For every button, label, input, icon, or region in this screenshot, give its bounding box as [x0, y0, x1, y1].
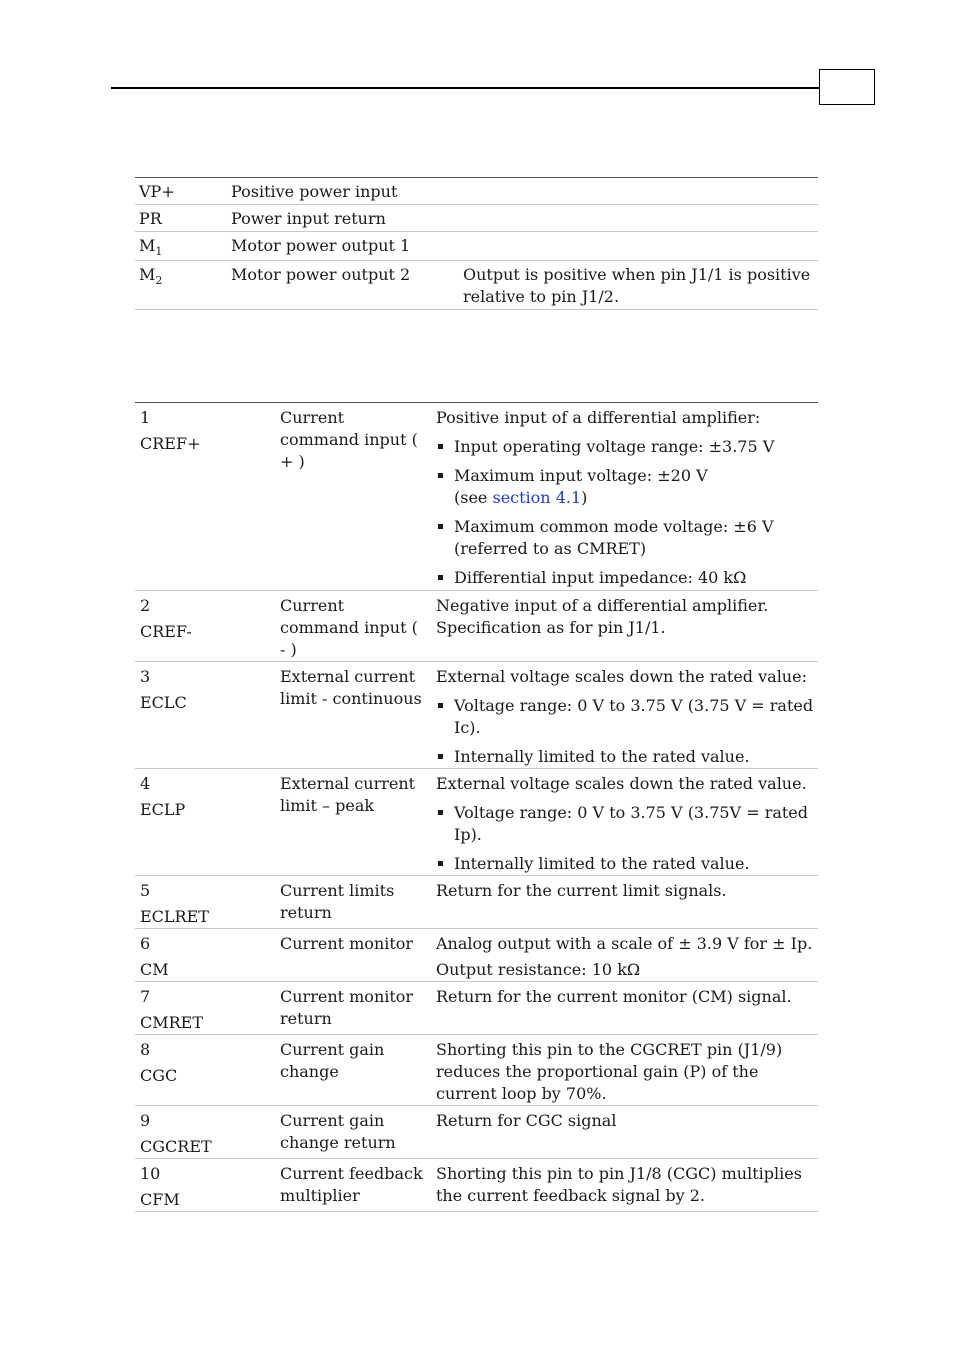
- pin-name: CMRET: [140, 1013, 204, 1032]
- description-cell: [443, 232, 818, 261]
- pin-name: CM: [140, 960, 169, 979]
- page-number-box: [819, 69, 875, 105]
- function-cell: External current limit – peak: [280, 774, 416, 815]
- pin-cell: [135, 403, 275, 591]
- function-cell: Current command input ( - ): [280, 596, 418, 659]
- function-cell: Current monitor return: [280, 987, 414, 1028]
- list-item-text: (referred to as CMRET): [454, 539, 647, 558]
- pin-cell: [135, 261, 227, 310]
- table-row: [135, 1159, 818, 1212]
- table-row: [135, 1106, 818, 1159]
- pin-name: CGCRET: [140, 1137, 212, 1156]
- list-item-text: ): [581, 488, 588, 507]
- pin-number: 8: [140, 1040, 151, 1059]
- description-line: Analog output with a scale of ± 3.9 V for ± Ip.: [436, 934, 813, 953]
- function-cell: Motor power output 2: [231, 265, 411, 284]
- pin-cell: [135, 591, 275, 662]
- description-intro: Positive input of a differential amplifier:: [436, 408, 761, 427]
- header-rule: [111, 87, 819, 89]
- pin-number: 9: [140, 1111, 151, 1130]
- description-cell: [431, 662, 818, 769]
- pin-number: 10: [140, 1164, 161, 1183]
- pin-number: 2: [140, 596, 151, 615]
- description-cell: Shorting this pin to pin J1/8 (CGC) multiplies the current feedback signal by 2.: [436, 1164, 802, 1205]
- pin-cell: [135, 205, 227, 232]
- bullet-list: [436, 695, 814, 768]
- pin-cell: [135, 982, 275, 1035]
- pin-cell: [135, 769, 275, 876]
- pin-cell: [135, 876, 275, 929]
- description-intro: External voltage scales down the rated value:: [436, 667, 807, 686]
- list-item: Internally limited to the rated value.: [436, 746, 814, 768]
- description-intro: External voltage scales down the rated value.: [436, 774, 807, 793]
- pin-cell: [135, 929, 275, 982]
- pin-cell: [135, 1035, 275, 1106]
- list-item: [436, 516, 814, 560]
- list-item: [436, 465, 814, 509]
- function-cell: External current limit - continuous: [280, 667, 422, 708]
- pin-label: VP+: [139, 182, 175, 201]
- pin-number: 7: [140, 987, 151, 1006]
- pin-name: ECLP: [140, 800, 186, 819]
- pin-subscript: 1: [155, 245, 163, 258]
- table-row: [135, 876, 818, 929]
- pin-subscript: 2: [155, 274, 163, 287]
- function-cell: Positive power input: [231, 182, 398, 201]
- description-cell: Return for the current monitor (CM) signal.: [436, 987, 792, 1006]
- pin-number: 1: [140, 408, 151, 427]
- description-cell: Shorting this pin to the CGCRET pin (J1/9) reduces the proportional gain (P) of the current loop by 70%.: [436, 1040, 783, 1103]
- pin-cell: [135, 1106, 275, 1159]
- table-row: [135, 232, 818, 261]
- description-cell: [431, 929, 818, 982]
- pin-name: CREF+: [140, 434, 201, 453]
- pin-name: ECLC: [140, 693, 187, 712]
- section-link[interactable]: section 4.1: [492, 488, 582, 507]
- signal-connector-table: [135, 402, 818, 1212]
- list-item: Voltage range: 0 V to 3.75 V (3.75V = rated Ip).: [436, 802, 814, 846]
- pin-number: 5: [140, 881, 151, 900]
- table-row: [135, 178, 818, 205]
- pin-cell: [135, 662, 275, 769]
- table-row: [135, 1035, 818, 1106]
- list-item-text: (see: [454, 488, 493, 507]
- table-row: [135, 205, 818, 232]
- table-row: [135, 403, 818, 591]
- function-cell: Current feedback multiplier: [280, 1164, 423, 1205]
- function-cell: Current gain change return: [280, 1111, 396, 1152]
- pin-number: 3: [140, 667, 151, 686]
- power-connector-table: [135, 177, 818, 310]
- description-cell: Output is positive when pin J1/1 is positive relative to pin J1/2.: [463, 265, 811, 306]
- pin-name: CREF-: [140, 622, 192, 641]
- description-cell: [443, 205, 818, 232]
- table-row: [135, 769, 818, 876]
- function-cell: Power input return: [231, 209, 386, 228]
- pin-cell: [135, 232, 227, 261]
- function-cell: Current gain change: [280, 1040, 385, 1081]
- pin-label: M: [139, 236, 156, 255]
- pin-label: M: [139, 265, 156, 284]
- function-cell: Current limits return: [280, 881, 395, 922]
- function-cell: Current monitor: [280, 934, 414, 953]
- description-cell: Return for the current limit signals.: [436, 881, 727, 900]
- description-cell: [431, 403, 818, 591]
- list-item: Differential input impedance: 40 kΩ: [436, 567, 814, 589]
- list-item: Input operating voltage range: ±3.75 V: [436, 436, 814, 458]
- pin-name: CFM: [140, 1190, 180, 1209]
- pin-cell: [135, 1159, 275, 1212]
- pin-label: PR: [139, 209, 162, 228]
- table-row: [135, 261, 818, 310]
- bullet-list: [436, 436, 814, 589]
- table-row: [135, 591, 818, 662]
- list-item: Internally limited to the rated value.: [436, 853, 814, 875]
- description-cell: Negative input of a differential amplifier. Specification as for pin J1/1.: [436, 596, 769, 637]
- pin-name: ECLRET: [140, 907, 209, 926]
- table-row: [135, 662, 818, 769]
- pin-number: 6: [140, 934, 151, 953]
- description-cell: Return for CGC signal: [436, 1111, 617, 1130]
- list-item-text: Maximum input voltage: ±20 V: [454, 466, 708, 485]
- description-line: Output resistance: 10 kΩ: [436, 960, 641, 979]
- bullet-list: [436, 802, 814, 875]
- list-item: Voltage range: 0 V to 3.75 V (3.75 V = rated Ic).: [436, 695, 814, 739]
- pin-number: 4: [140, 774, 151, 793]
- function-cell: Current command input ( + ): [280, 408, 418, 471]
- pin-name: CGC: [140, 1066, 178, 1085]
- pin-cell: [135, 178, 227, 205]
- list-item-text: Maximum common mode voltage: ±6 V: [454, 517, 774, 536]
- description-cell: [431, 769, 818, 876]
- table-row: [135, 929, 818, 982]
- function-cell: Motor power output 1: [231, 236, 411, 255]
- table-row: [135, 982, 818, 1035]
- description-cell: [443, 178, 818, 205]
